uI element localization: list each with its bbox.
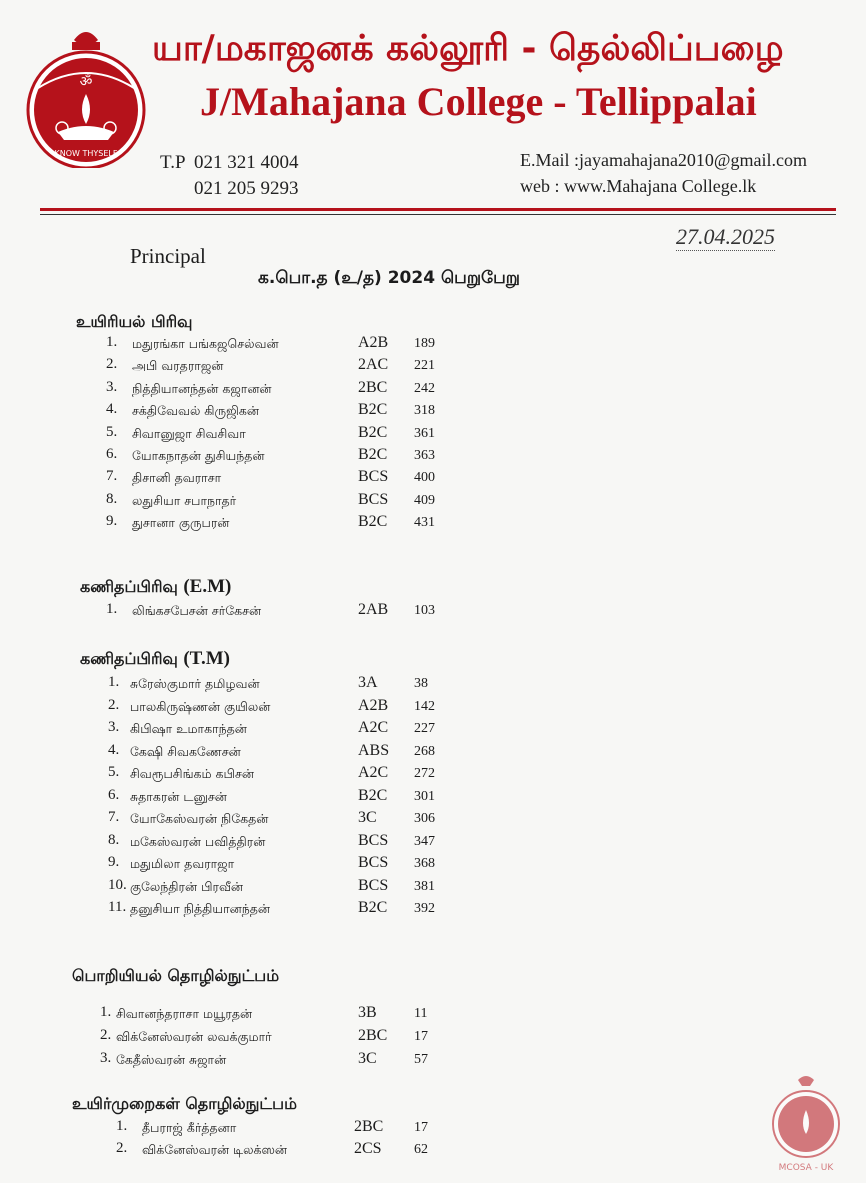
header-divider-thin (40, 214, 836, 215)
student-rank: 11 (414, 1006, 428, 1021)
student-grade: B2C (358, 446, 388, 463)
student-row (0, 446, 866, 468)
student-grade: 3A (358, 674, 378, 691)
college-name-english: J/Mahajana College - Tellippalai (200, 79, 757, 124)
student-row (0, 491, 866, 513)
student-name: லிங்கசபேசன் சர்கேசன் (132, 603, 262, 618)
row-number: 6. (108, 786, 120, 803)
student-grade: 3C (358, 809, 377, 826)
student-rank: 431 (414, 515, 435, 531)
row-number: 4. (108, 741, 120, 758)
row-number: 5. (106, 423, 118, 440)
student-row (0, 764, 866, 786)
student-rank: 242 (414, 380, 435, 396)
row-number: 2. (116, 1140, 128, 1156)
logo-motto: KNOW THYSELF (54, 149, 118, 158)
student-name: குலேந்திரன் பிரவீன் (130, 878, 244, 894)
student-rank: 363 (414, 448, 435, 463)
student-rank: 142 (414, 698, 435, 714)
student-grade: BCS (358, 831, 389, 849)
student-grade: 2BC (354, 1118, 384, 1135)
student-grade: B2C (358, 423, 388, 441)
student-rank: 318 (414, 403, 435, 419)
row-number: 1. (116, 1118, 128, 1134)
college-logo (22, 28, 150, 168)
student-name: அபி வரதராஜன் (132, 358, 224, 374)
row-number: 3. (108, 719, 120, 735)
row-number: 1. (100, 1004, 112, 1020)
student-row (0, 379, 866, 401)
student-grade: 2CS (354, 1140, 382, 1157)
student-name: யோகேஸ்வரன் நிகேதன் (130, 811, 269, 826)
header-divider (40, 208, 836, 211)
student-rank: 221 (414, 358, 435, 374)
student-name: சுதாகரன் டனுசன் (130, 788, 227, 804)
student-row (0, 1004, 866, 1026)
section-title-maths-em-ta: கணிதப்பிரிவு (80, 577, 178, 596)
student-rank: 381 (414, 878, 435, 894)
student-name: சிவரூபசிங்கம் கபிசன் (130, 766, 254, 781)
student-grade: 2AB (358, 601, 389, 618)
student-name: யோகநாதன் துசியந்தன் (132, 448, 265, 463)
student-name: பாலகிருஷ்ணன் குயிலன் (130, 698, 271, 714)
student-rank: 103 (414, 603, 435, 618)
student-name: சிவானந்தராசா மயூரதன் (116, 1006, 253, 1021)
principal-label: Principal (130, 244, 206, 268)
student-rank: 62 (414, 1142, 428, 1157)
watermark-text: MCOSA - UK (778, 1163, 834, 1173)
student-rank: 392 (414, 901, 435, 916)
student-row (0, 468, 866, 490)
tp-label: T.P (160, 152, 186, 173)
row-number: 2. (106, 356, 118, 373)
student-name: திசானி தவராசா (132, 470, 222, 486)
student-grade: 2BC (358, 378, 388, 396)
student-grade: A2B (358, 334, 389, 351)
phone-1: 021 321 4004 (194, 152, 299, 173)
student-rank: 38 (414, 676, 428, 691)
student-row (0, 877, 866, 899)
student-grade: BCS (358, 876, 389, 894)
student-row (0, 356, 866, 378)
student-row (0, 854, 866, 876)
student-name: தீபராஜ் கீர்த்தனா (142, 1120, 237, 1135)
student-name: நித்தியானந்தன் கஜானன் (132, 380, 272, 396)
row-number: 1. (108, 674, 120, 690)
student-row (0, 513, 866, 535)
student-grade: BCS (358, 854, 389, 871)
row-number: 11. (108, 899, 127, 915)
row-number: 9. (106, 513, 118, 530)
student-name: மகேஸ்வரன் பவித்திரன் (130, 833, 266, 849)
row-number: 3. (100, 1050, 112, 1066)
student-grade: BCS (358, 468, 389, 486)
student-name: சிவானுஜா சிவசிவா (132, 425, 246, 441)
student-row (0, 601, 866, 623)
student-row (0, 1140, 866, 1162)
student-rank: 57 (414, 1052, 428, 1067)
section-title-biology: உயிரியல் பிரிவு (76, 312, 193, 331)
college-name-tamil: யா/மகாஜனக் கல்லூரி - தெல்லிப்பழை (152, 28, 784, 69)
student-grade: B2C (358, 899, 388, 916)
student-name: கிபிஷா உமாகாந்தன் (130, 721, 247, 736)
student-rank: 189 (414, 336, 435, 351)
student-row (0, 401, 866, 423)
student-row (0, 1118, 866, 1140)
student-name: லதுசியா சபாநாதர் (132, 492, 237, 508)
student-name: மதுமிலா தவராஜா (130, 856, 235, 871)
student-name: தனுசியா நித்தியானந்தன் (130, 901, 271, 916)
student-rank: 409 (414, 492, 435, 508)
student-name: துசானா குருபரன் (132, 515, 230, 531)
row-number: 4. (106, 401, 118, 418)
student-row (0, 719, 866, 741)
student-row (0, 832, 866, 854)
results-title: க.பொ.த (உ/த) 2024 பெறுபேறு (258, 268, 520, 288)
student-grade: 3B (358, 1004, 377, 1021)
student-grade: 3C (358, 1050, 377, 1067)
student-name: விக்னேஸ்வரன் லவக்குமார் (116, 1029, 272, 1044)
svg-text:ॐ: ॐ (79, 74, 93, 90)
student-rank: 17 (414, 1029, 428, 1044)
student-row (0, 334, 866, 356)
student-row (0, 674, 866, 696)
student-rank: 17 (414, 1120, 428, 1135)
student-grade: A2B (358, 696, 389, 714)
student-row (0, 809, 866, 831)
student-name: கேதீஸ்வரன் சுஜான் (116, 1052, 227, 1067)
row-number: 2. (100, 1027, 112, 1043)
mcosa-watermark (770, 1074, 842, 1174)
student-rank: 272 (414, 766, 435, 781)
student-row (0, 1027, 866, 1049)
student-name: சுரேஸ்குமார் தமிழவன் (130, 676, 260, 691)
student-name: விக்னேஸ்வரன் டிலக்ஸன் (142, 1142, 288, 1157)
row-number: 8. (106, 490, 118, 507)
student-row (0, 742, 866, 764)
student-grade: B2C (358, 786, 388, 804)
student-grade: A2C (358, 764, 389, 781)
row-number: 7. (106, 468, 118, 485)
student-rank: 227 (414, 721, 435, 736)
section-title-maths-em-suffix: (E.M) (183, 576, 232, 597)
student-grade: 2BC (358, 1027, 388, 1044)
letter-date: 27.04.2025 (676, 224, 775, 249)
student-rank: 361 (414, 425, 435, 441)
email-line: E.Mail :jayamahajana2010@gmail.com (520, 150, 807, 170)
row-number: 6. (106, 446, 118, 462)
web-line: web : www.Mahajana College.lk (520, 176, 757, 196)
row-number: 10. (108, 876, 127, 893)
student-grade: B2C (358, 401, 388, 419)
student-rank: 301 (414, 788, 435, 804)
row-number: 8. (108, 831, 120, 848)
student-grade: A2C (358, 719, 389, 736)
row-number: 9. (108, 854, 120, 870)
student-row (0, 787, 866, 809)
student-grade: BCS (358, 490, 389, 508)
student-name: மதுரங்கா பங்கஜசெல்வன் (132, 336, 279, 351)
student-grade: 2AC (358, 356, 389, 374)
section-title-maths-tm-ta: கணிதப்பிரிவு (80, 649, 178, 668)
student-grade: B2C (358, 513, 388, 531)
student-rank: 400 (414, 470, 435, 486)
student-row (0, 899, 866, 921)
student-row (0, 424, 866, 446)
row-number: 3. (106, 378, 118, 395)
row-number: 7. (108, 809, 120, 825)
student-name: சக்திவேவல் கிருஜிகன் (132, 403, 259, 419)
student-rank: 347 (414, 833, 435, 849)
student-row (0, 697, 866, 719)
student-grade: ABS (358, 741, 390, 759)
row-number: 1. (106, 601, 118, 617)
row-number: 1. (106, 334, 118, 350)
section-title-maths-tm-suffix: (T.M) (183, 648, 230, 669)
student-rank: 306 (414, 811, 435, 826)
section-title-maths-tm (80, 648, 230, 670)
student-rank: 368 (414, 856, 435, 871)
phone-2: 021 205 9293 (194, 178, 299, 199)
student-name: கேஷி சிவகணேசன் (130, 743, 241, 759)
row-number: 2. (108, 696, 120, 713)
row-number: 5. (108, 764, 120, 780)
student-row (0, 1050, 866, 1072)
section-title-engineering: பொறியியல் தொழில்நுட்பம் (72, 966, 280, 985)
section-title-maths-em (80, 576, 231, 598)
student-rank: 268 (414, 743, 435, 759)
section-title-biosystems: உயிர்முறைகள் தொழில்நுட்பம் (72, 1094, 297, 1113)
